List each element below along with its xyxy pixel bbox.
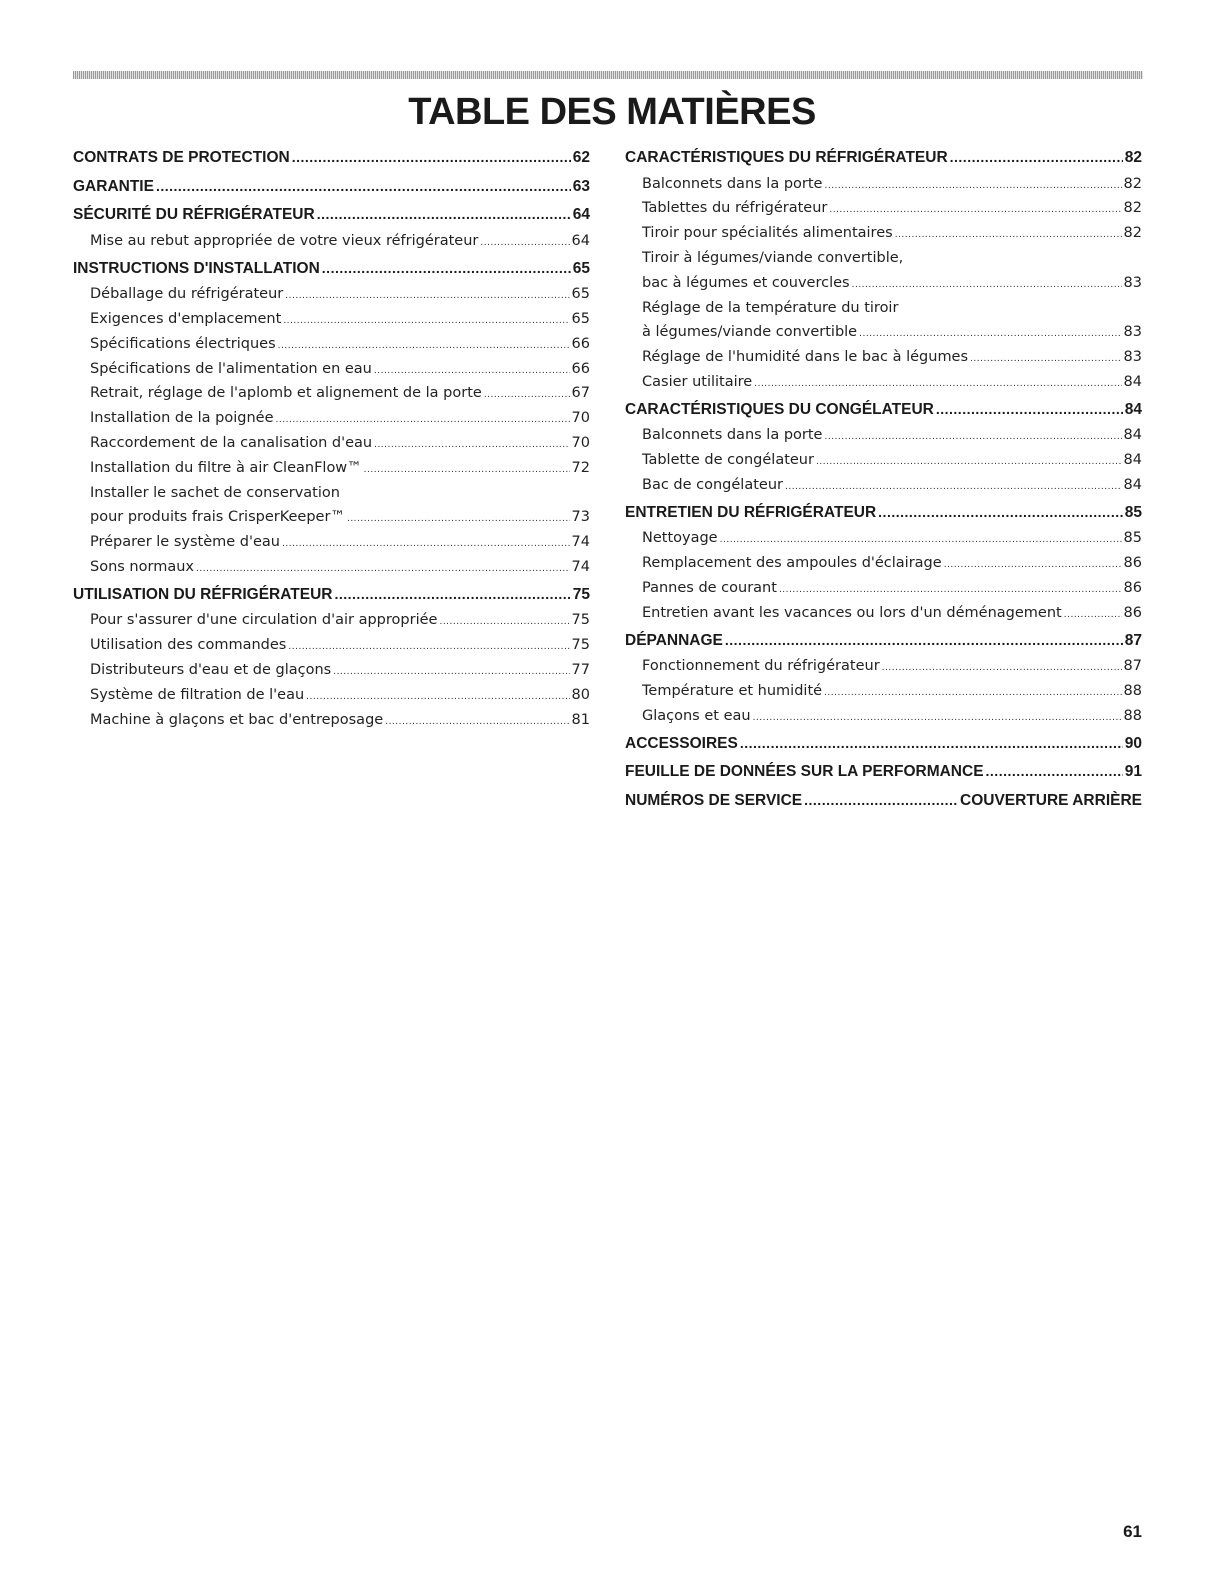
- toc-entry-label: Balconnets dans la porte: [642, 175, 823, 192]
- toc-entry-label: à légumes/viande convertible: [642, 324, 858, 341]
- toc-entry-label: Nettoyage: [642, 530, 718, 547]
- dot-leader: [895, 223, 1122, 248]
- dot-leader: [288, 635, 569, 660]
- toc-subentry: [73, 282, 590, 307]
- dot-leader: [333, 660, 569, 685]
- toc-entry-page: 75: [571, 612, 590, 629]
- toc-subentry: [73, 357, 590, 382]
- dot-leader: [196, 557, 570, 582]
- toc-subentry: [625, 551, 1142, 576]
- toc-entry-label: Utilisation des commandes: [90, 637, 287, 654]
- page-number: 61: [1123, 1522, 1142, 1541]
- dot-leader: [285, 284, 569, 309]
- toc-entry-label: Pour s'assurer d'une circulation d'air appropriée: [90, 612, 438, 629]
- toc-entry-label: Sons normaux: [90, 558, 194, 575]
- dot-leader: [439, 610, 569, 635]
- toc-entry-page: 82: [1123, 175, 1142, 192]
- dot-leader: [753, 706, 1122, 731]
- dot-leader: [852, 273, 1122, 298]
- toc-subentry: [73, 608, 590, 633]
- toc-entry-label: Réglage de l'humidité dans le bac à légumes: [642, 349, 969, 366]
- toc-entry-label: Installer le sachet de conservation: [90, 484, 340, 501]
- dot-leader: [720, 528, 1122, 553]
- toc-subentry: [625, 423, 1142, 448]
- toc-entry-page: 64: [572, 206, 590, 224]
- toc-section-entry: [73, 254, 590, 283]
- top-rule: [73, 71, 1143, 79]
- toc-entry-label: Installation de la poignée: [90, 410, 274, 427]
- toc-subentry: [73, 332, 590, 357]
- toc-entry-label: INSTRUCTIONS D'INSTALLATION: [73, 259, 320, 277]
- toc-section-entry: [625, 498, 1142, 527]
- toc-entry-label: GARANTIE: [73, 177, 154, 195]
- toc-entry-page: COUVERTURE ARRIÈRE: [960, 791, 1142, 809]
- toc-entry-page: 84: [1123, 427, 1142, 444]
- toc-entry-label: Fonctionnement du réfrigérateur: [642, 658, 880, 675]
- dot-leader: [484, 383, 570, 408]
- toc-entry-page: 66: [571, 360, 590, 377]
- toc-entry-page: 83: [1123, 324, 1142, 341]
- toc-subentry: [625, 271, 1142, 296]
- toc-entry-label: Remplacement des ampoules d'éclairage: [642, 555, 942, 572]
- toc-entry-label: Exigences d'emplacement: [90, 310, 282, 327]
- toc-entry-page: 65: [572, 259, 590, 277]
- toc-subentry: [625, 576, 1142, 601]
- dot-leader: [480, 231, 569, 256]
- toc-entry-label: UTILISATION DU RÉFRIGÉRATEUR: [73, 585, 333, 603]
- dot-leader: [986, 757, 1123, 786]
- toc-entry-label: Installation du filtre à air CleanFlow™: [90, 459, 362, 476]
- toc-entry-label: Retrait, réglage de l'aplomb et alignement de la porte: [90, 385, 482, 402]
- toc-entry-page: 67: [571, 385, 590, 402]
- toc-subentry: [625, 370, 1142, 395]
- toc-entry-page: 82: [1124, 149, 1142, 166]
- toc-subentry: [73, 431, 590, 456]
- toc-section-entry: [73, 200, 590, 229]
- toc-section-entry: [625, 786, 1142, 815]
- toc-entry-page: 86: [1123, 579, 1142, 596]
- toc-entry-page: 75: [571, 637, 590, 654]
- dot-leader: [283, 309, 569, 334]
- dot-leader: [276, 408, 570, 433]
- toc-entry-label: Raccordement de la canalisation d'eau: [90, 434, 373, 451]
- toc-subentry: [73, 229, 590, 254]
- toc-entry-label: CARACTÉRISTIQUES DU RÉFRIGÉRATEUR: [625, 149, 948, 166]
- dot-leader: [374, 359, 570, 384]
- toc-subentry: [625, 704, 1142, 729]
- toc-entry-page: 82: [1123, 200, 1142, 217]
- toc-entry-page: 72: [571, 459, 590, 476]
- toc-subentry: [625, 448, 1142, 473]
- toc-entry-page: 84: [1123, 452, 1142, 469]
- toc-entry-page: 83: [1123, 274, 1142, 291]
- toc-entry-label: Tiroir pour spécialités alimentaires: [642, 225, 893, 242]
- dot-leader: [374, 433, 569, 458]
- toc-entry-label: Tablette de congélateur: [642, 452, 814, 469]
- dot-leader: [1064, 603, 1122, 628]
- toc-entry-label: Déballage du réfrigérateur: [90, 286, 284, 303]
- dot-leader: [804, 786, 958, 815]
- dot-leader: [944, 553, 1122, 578]
- toc-entry-label: ENTRETIEN DU RÉFRIGÉRATEUR: [625, 503, 877, 521]
- dot-leader: [317, 200, 571, 229]
- toc-subentry: [73, 633, 590, 658]
- toc-entry-page: 65: [571, 286, 590, 303]
- toc-entry-page: 77: [571, 661, 590, 678]
- toc-entry-label: NUMÉROS DE SERVICE: [625, 791, 803, 809]
- toc-subentry: [625, 679, 1142, 704]
- toc-entry-page: 74: [571, 558, 590, 575]
- toc-entry-page: 88: [1123, 682, 1142, 699]
- toc-entry-label: Distributeurs d'eau et de glaçons: [90, 661, 332, 678]
- toc-entry-page: 70: [571, 434, 590, 451]
- dot-leader: [882, 656, 1122, 681]
- toc-entry-label: FEUILLE DE DONNÉES SUR LA PERFORMANCE: [625, 763, 984, 781]
- toc-subentry: [73, 555, 590, 580]
- toc-entry-page: 88: [1123, 707, 1142, 724]
- dot-leader: [306, 685, 569, 710]
- toc-subentry: [625, 296, 1142, 321]
- page-title: TABLE DES MATIÈRES: [408, 91, 816, 133]
- toc-entry-page: 87: [1123, 658, 1142, 675]
- toc-entry-label: Casier utilitaire: [642, 373, 753, 390]
- dot-leader: [950, 143, 1123, 172]
- dot-leader: [824, 425, 1121, 450]
- dot-leader: [725, 626, 1123, 655]
- dot-leader: [824, 681, 1122, 706]
- dot-leader: [292, 143, 571, 172]
- dot-leader: [282, 532, 570, 557]
- dot-leader: [385, 710, 569, 735]
- toc-entry-label: pour produits frais CrisperKeeper™: [90, 509, 345, 526]
- toc-subentry: [625, 172, 1142, 197]
- dot-leader: [816, 450, 1122, 475]
- toc-entry-label: bac à légumes et couvercles: [642, 274, 850, 291]
- toc-entry-label: Machine à glaçons et bac d'entreposage: [90, 711, 384, 728]
- toc-section-entry: [625, 143, 1142, 172]
- dot-leader: [347, 507, 570, 532]
- toc-entry-page: 73: [571, 509, 590, 526]
- toc-subentry: [73, 505, 590, 530]
- toc-entry-page: 84: [1123, 373, 1142, 390]
- toc-subentry: [625, 601, 1142, 626]
- toc-right-column: [625, 143, 1142, 814]
- toc-subentry: [625, 473, 1142, 498]
- toc-entry-page: 66: [571, 335, 590, 352]
- toc-entry-page: 87: [1124, 631, 1142, 649]
- toc-subentry: [625, 221, 1142, 246]
- toc-entry-label: Spécifications électriques: [90, 335, 276, 352]
- toc-entry-label: Pannes de courant: [642, 579, 777, 596]
- toc-entry-label: Mise au rebut appropriée de votre vieux réfrigérateur: [90, 232, 479, 249]
- toc-section-entry: [625, 395, 1142, 424]
- toc-subentry: [625, 246, 1142, 271]
- toc-subentry: [73, 708, 590, 733]
- toc-entry-label: SÉCURITÉ DU RÉFRIGÉRATEUR: [73, 206, 315, 224]
- toc-entry-label: Température et humidité: [642, 682, 823, 699]
- dot-leader: [859, 322, 1121, 347]
- toc-section-entry: [73, 143, 590, 172]
- toc-entry-label: CARACTÉRISTIQUES DU CONGÉLATEUR: [625, 400, 934, 418]
- toc-entry-label: Glaçons et eau: [642, 707, 751, 724]
- toc-entry-page: 62: [572, 149, 590, 166]
- toc-subentry: [625, 654, 1142, 679]
- toc-subentry: [625, 320, 1142, 345]
- toc-entry-page: 65: [571, 310, 590, 327]
- toc-left-column: [73, 143, 590, 732]
- toc-entry-page: 84: [1124, 400, 1142, 418]
- toc-subentry: [73, 530, 590, 555]
- toc-entry-page: 83: [1123, 349, 1142, 366]
- dot-leader: [936, 395, 1123, 424]
- dot-leader: [779, 578, 1122, 603]
- toc-entry-page: 90: [1124, 734, 1142, 752]
- toc-entry-label: CONTRATS DE PROTECTION: [73, 149, 290, 166]
- toc-entry-label: Réglage de la température du tiroir: [642, 299, 899, 316]
- toc-entry-page: 81: [571, 711, 590, 728]
- dot-leader: [970, 347, 1122, 372]
- toc-entry-label: Spécifications de l'alimentation en eau: [90, 360, 372, 377]
- toc-subentry: [73, 381, 590, 406]
- toc-entry-label: Tablettes du réfrigérateur: [642, 200, 828, 217]
- toc-entry-page: 74: [571, 534, 590, 551]
- toc-entry-page: 85: [1124, 503, 1142, 521]
- dot-leader: [824, 174, 1121, 199]
- toc-section-entry: [73, 172, 590, 201]
- toc-subentry: [73, 658, 590, 683]
- toc-entry-label: ACCESSOIRES: [625, 734, 738, 752]
- toc-entry-label: Système de filtration de l'eau: [90, 686, 305, 703]
- dot-leader: [278, 334, 570, 359]
- toc-entry-page: 85: [1123, 530, 1142, 547]
- toc-entry-label: DÉPANNAGE: [625, 631, 723, 649]
- toc-subentry: [73, 307, 590, 332]
- toc-section-entry: [73, 580, 590, 609]
- toc-entry-label: Tiroir à légumes/viande convertible,: [642, 249, 904, 266]
- toc-entry-page: 86: [1123, 555, 1142, 572]
- toc-entry-page: 70: [571, 410, 590, 427]
- dot-leader: [878, 498, 1123, 527]
- dot-leader: [740, 729, 1123, 758]
- toc-subentry: [625, 196, 1142, 221]
- toc-subentry: [625, 526, 1142, 551]
- toc-entry-page: 86: [1123, 604, 1142, 621]
- toc-section-entry: [625, 729, 1142, 758]
- dot-leader: [785, 475, 1122, 500]
- dot-leader: [156, 172, 571, 201]
- toc-subentry: [73, 406, 590, 431]
- toc-entry-page: 91: [1124, 763, 1142, 781]
- toc-entry-label: Entretien avant les vacances ou lors d'un déménagement: [642, 604, 1062, 621]
- dot-leader: [364, 458, 570, 483]
- toc-entry-page: 63: [572, 177, 590, 195]
- dot-leader: [829, 198, 1121, 223]
- toc-subentry: [625, 345, 1142, 370]
- toc-entry-page: 84: [1123, 476, 1142, 493]
- toc-entry-page: 82: [1123, 225, 1142, 242]
- dot-leader: [334, 580, 570, 609]
- dot-leader: [754, 372, 1121, 397]
- toc-subentry: [73, 456, 590, 481]
- toc-entry-label: Balconnets dans la porte: [642, 427, 823, 444]
- toc-entry-page: 64: [571, 232, 590, 249]
- toc-section-entry: [625, 626, 1142, 655]
- toc-section-entry: [625, 757, 1142, 786]
- dot-leader: [322, 254, 571, 283]
- toc-entry-label: Préparer le système d'eau: [90, 534, 280, 551]
- toc-subentry: [73, 481, 590, 506]
- toc-entry-page: 75: [572, 585, 590, 603]
- toc-entry-label: Bac de congélateur: [642, 476, 783, 493]
- toc-entry-page: 80: [571, 686, 590, 703]
- toc-subentry: [73, 683, 590, 708]
